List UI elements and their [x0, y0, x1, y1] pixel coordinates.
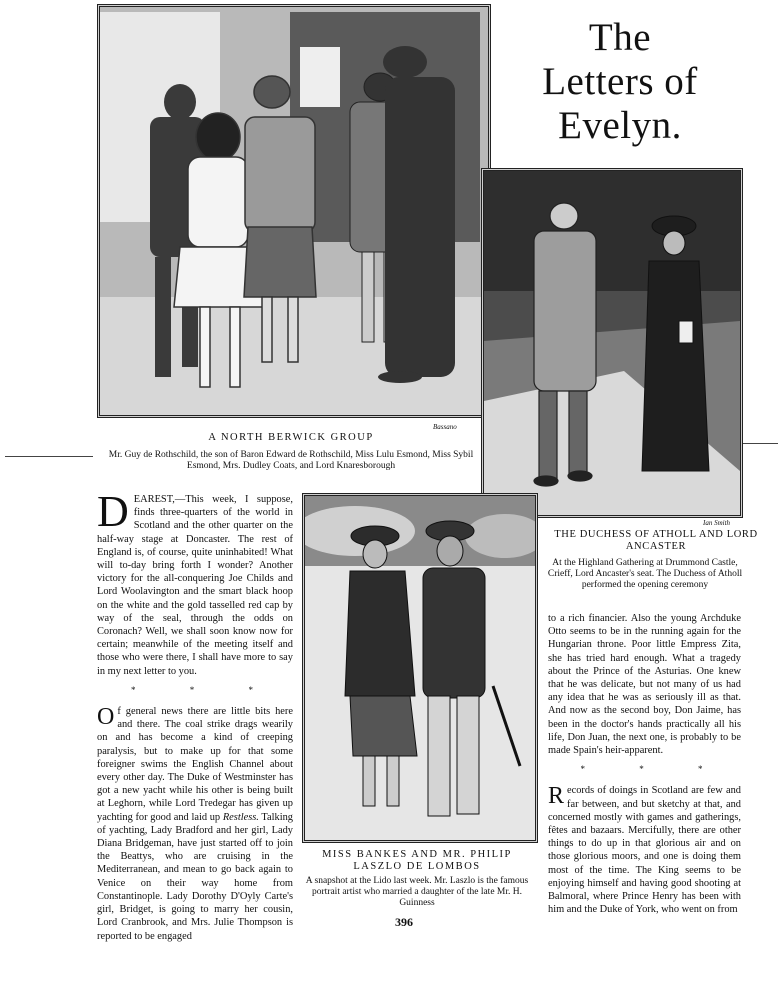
photo-duchess-illustration [484, 171, 740, 515]
photo-north-berwick-credit: Bassano [433, 423, 457, 431]
photo-duchess-credit: Ian Smith [703, 519, 731, 527]
page-number: 396 [395, 915, 413, 929]
left-paragraph-1 [97, 487, 293, 678]
drop-cap-o: O [97, 704, 115, 731]
photo-north-berwick-caption: Mr. Guy de Rothschild, the son of Baron Edward de Rothschild, Miss Lulu Esmond, Miss Sybil Esmond, Mrs. Dudley Coats, and Lord Knaresborough [108, 450, 474, 471]
article-right-column [548, 612, 741, 916]
photo-bankes-and-laszlo [302, 493, 538, 843]
article-title [515, 16, 725, 148]
right-paragraph-2-text: ecords of doings in Scotland are few and far between, and but sketchy at that, and concerned mostly with games and gatherings, fêtes and bazaars. Mercifully, there are other things to do up in that glorious air and on those glorious moors, and one is doing them most of the time. The King seems to be enjoying himself and having good shooting at Balmoral, where Prince Henry has been with him and the Duke of York, who went on from [548, 785, 741, 916]
title-line-2: Letters of [542, 60, 698, 103]
left-paragraph-1-text: EAREST,—This week, I suppose, finds three-quarters of the world in Scotland and the other quarter on the half-way stage at Doncaster. The rest of England is, of course, quite uninhabited! What will to-day bring forth I wonder? Another victory for the all-conquering Joe Childs and Lord Woolavington and the smart black hoop on the white and the gold tasselled red cap by way of the seal, through the odds on Coronach? Well, we shall soon know now for certain; meanwhile of the meeting itself and those who were there, I shall have more to say in my next letter to you. [97, 494, 293, 677]
photo-duchess-caption: At the Highland Gathering at Drummond Castle, Crieff, Lord Ancaster's seat. The Duchess of Atholl performed the opening ceremony [547, 558, 743, 590]
photo-duchess-heading: THE DUCHESS OF ATHOLL AND LORD ANCASTER [554, 529, 758, 552]
left-paragraph-2-text-cont: Talking of yachting, Lady Bradford and her girl, Lady Diana Bridgeman, have just started off to join the Beattys, who are cruising in the Mediterranean, and mean to go back again to Venice on their way home from Constantinople. Lady Dorothy D'Oyly Carte's girl, Bridget, is going to marry her cousin, Lord Cranbrook, and Mrs. Julie Thompson is reported to be engaged [97, 811, 293, 942]
title-line-1: The [588, 16, 652, 59]
photo-duchess-of-atholl [481, 168, 743, 518]
photo-bankes-caption: A snapshot at the Lido last week. Mr. Laszlo is the famous portrait artist who married a daughter of the late Mr. H. Guinness [305, 876, 529, 908]
left-paragraph-2 [97, 705, 293, 943]
right-paragraph-1: to a rich financier. Also the young Archduke Otto seems to be in the running again for the Hungarian throne. Poor little Empress Zita, she has tried hard enough. What a tragedy about the Prince of the Asturias. One knew that he was delicate, but not many of us had any idea that he was as seriously ill as that. And now as the second boy, Don Jaime, has been in the doctor's hands practically all his life, Don Juan, the next one, is probably to be made Spain's heir-apparent. [548, 613, 741, 757]
photo-bankes-heading: MISS BANKES AND MR. PHILIP LASZLO DE LOMBOS [322, 849, 512, 872]
photo-north-berwick-heading: A NORTH BERWICK GROUP [208, 432, 374, 443]
article-left-column [97, 487, 293, 943]
drop-cap-r: R [548, 783, 565, 810]
section-break-2: * * * [580, 764, 729, 775]
left-paragraph-2-text: f general news there are little bits here and there. The coal strike drags wearily on and has become a kind of creeping paralysis, but to make up for that some foreigner swims the English Channel about every other day. The Duke of Westminster has got a new yacht while his other is being built at Leghorn, while Lord Tredegar has given up yachting for good and laid up [97, 706, 293, 823]
section-break-1: * * * [131, 684, 279, 695]
margin-rule-right [738, 443, 778, 444]
yacht-name: Restless. [222, 811, 259, 823]
photo-north-berwick-group [97, 4, 491, 418]
margin-rule-left [5, 456, 93, 457]
photo-bankes-illustration [305, 496, 535, 840]
title-line-3: Evelyn. [558, 104, 682, 147]
right-paragraph-2 [548, 784, 741, 916]
photo-north-berwick-illustration [100, 7, 488, 415]
drop-cap-d: D [97, 487, 129, 536]
